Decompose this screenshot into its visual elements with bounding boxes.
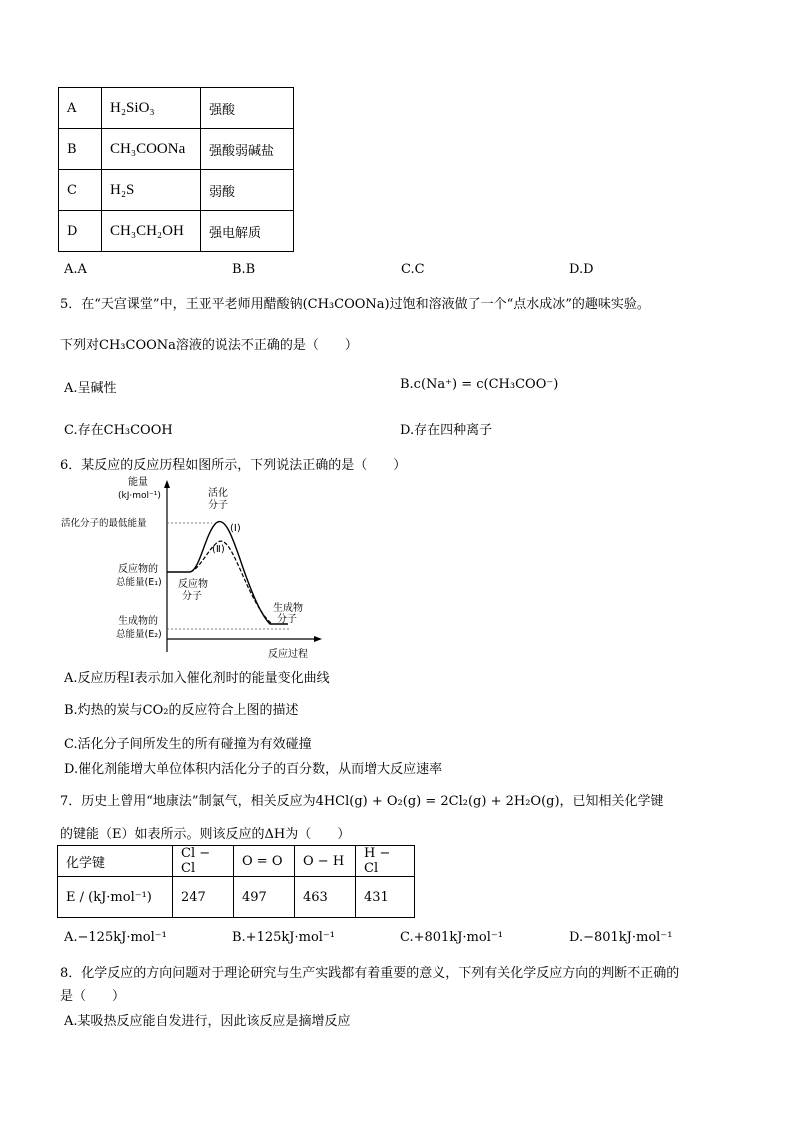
table-cell: B [59, 129, 102, 170]
x-axis-arrow [314, 636, 322, 642]
q4-option-c: C.C [401, 262, 425, 277]
q5-option-d: D.存在四种离子 [400, 423, 493, 438]
product-mol-1: 生成物 [273, 603, 303, 614]
q7-option-a: A.−125kJ·mol⁻¹ [64, 930, 167, 945]
activated-label-1: 活化 [208, 488, 228, 499]
table-cell: A [59, 88, 102, 129]
table-header-cell: O = O [234, 846, 295, 877]
table-cell: 弱酸 [201, 170, 294, 211]
q7-option-c: C.+801kJ·mol⁻¹ [400, 930, 503, 945]
reactant-total-2: 总能量(E₁) [116, 577, 162, 588]
table-cell: C [59, 170, 102, 211]
curve-1-label: (Ⅰ) [230, 523, 241, 534]
q8-stem-line1: 8．化学反应的方向问题对于理论研究与生产实践都有着重要的意义，下列有关化学反应方向的判断不正确的 [60, 966, 680, 981]
table-header-cell: O − H [295, 846, 356, 877]
table-cell: 463 [295, 877, 356, 918]
table-header-cell: Cl − Cl [173, 846, 234, 877]
product-mol-2: 分子 [277, 614, 297, 625]
q6-option-d: D.催化剂能增大单位体积内活化分子的百分数，从而增大反应速率 [64, 762, 443, 777]
table-row [59, 211, 294, 252]
q6-stem: 6．某反应的反应历程如图所示，下列说法正确的是（ ） [60, 458, 407, 473]
q5-stem-line2: 下列对CH₃COONa溶液的说法不正确的是（ ） [60, 338, 358, 353]
min-energy-label: 活化分子的最低能量 [61, 518, 147, 529]
table-header-cell: 化学键 [58, 846, 173, 877]
q4-option-d: D.D [569, 262, 594, 277]
y-axis-arrow [164, 480, 170, 488]
q5-option-a: A.呈碱性 [64, 381, 117, 396]
q4-table [58, 87, 294, 252]
table-cell: H₂S [102, 170, 201, 211]
table-cell: E / (kJ·mol⁻¹) [58, 877, 173, 918]
table-row [59, 129, 294, 170]
q4-option-b: B.B [232, 262, 256, 277]
q6-option-a: A.反应历程Ⅰ表示加入催化剂时的能量变化曲线 [64, 671, 330, 686]
q4-option-a: A.A [64, 262, 87, 277]
table-header-cell: H − Cl [356, 846, 415, 877]
q7-option-d: D.−801kJ·mol⁻¹ [569, 930, 673, 945]
energy-diagram [60, 474, 330, 664]
table-cell: H₂SiO₃ [102, 88, 201, 129]
y-label: 能量 [128, 477, 148, 488]
table-cell: 247 [173, 877, 234, 918]
table-row [58, 846, 415, 877]
product-total-2: 总能量(E₂) [116, 629, 162, 640]
table-cell: 强酸弱碱盐 [201, 129, 294, 170]
table-cell: CH₃COONa [102, 129, 201, 170]
q7-option-b: B.+125kJ·mol⁻¹ [232, 930, 335, 945]
table-cell: 497 [234, 877, 295, 918]
table-row [59, 88, 294, 129]
q6-option-b: B.灼热的炭与CO₂的反应符合上图的描述 [64, 703, 299, 718]
table-cell: CH₃CH₂OH [102, 211, 201, 252]
table-cell: 强酸 [201, 88, 294, 129]
table-cell: D [59, 211, 102, 252]
x-label: 反应过程 [268, 649, 308, 660]
q7-stem-line1: 7．历史上曾用“地康法”制氯气，相关反应为4HCl(g) + O₂(g) = 2Cl₂(g) + 2H₂O(g)，已知相关化学键 [60, 794, 664, 809]
table-cell: 强电解质 [201, 211, 294, 252]
reactant-mol-2: 分子 [182, 591, 202, 602]
q5-option-c: C.存在CH₃COOH [64, 423, 173, 438]
reactant-mol-1: 反应物 [178, 579, 208, 590]
q5-stem-line1: 5．在“天宫课堂”中，王亚平老师用醋酸钠(CH₃COONa)过饱和溶液做了一个“点水成冰”的趣味实验。 [60, 297, 650, 312]
curve-1 [167, 522, 288, 624]
q6-option-c: C.活化分子间所发生的所有碰撞为有效碰撞 [64, 737, 312, 752]
table-row [59, 170, 294, 211]
q7-stem-line2: 的键能（E）如表所示。则该反应的ΔH为（ ） [60, 827, 351, 842]
table-cell: 431 [356, 877, 415, 918]
y-unit: (kJ·mol⁻¹) [118, 491, 161, 501]
curve-2-label: (Ⅱ) [212, 544, 225, 555]
q8-option-a: A.某吸热反应能自发进行，因此该反应是摘增反应 [64, 1014, 351, 1029]
q8-stem-line2: 是（ ） [60, 989, 126, 1004]
q5-option-b: B.c(Na⁺) = c(CH₃COO⁻) [400, 377, 559, 392]
bond-energy-table [57, 845, 415, 918]
reactant-total-1: 反应物的 [118, 564, 158, 575]
product-total-1: 生成物的 [118, 616, 158, 627]
table-row [58, 877, 415, 918]
activated-label-2: 分子 [208, 500, 228, 511]
